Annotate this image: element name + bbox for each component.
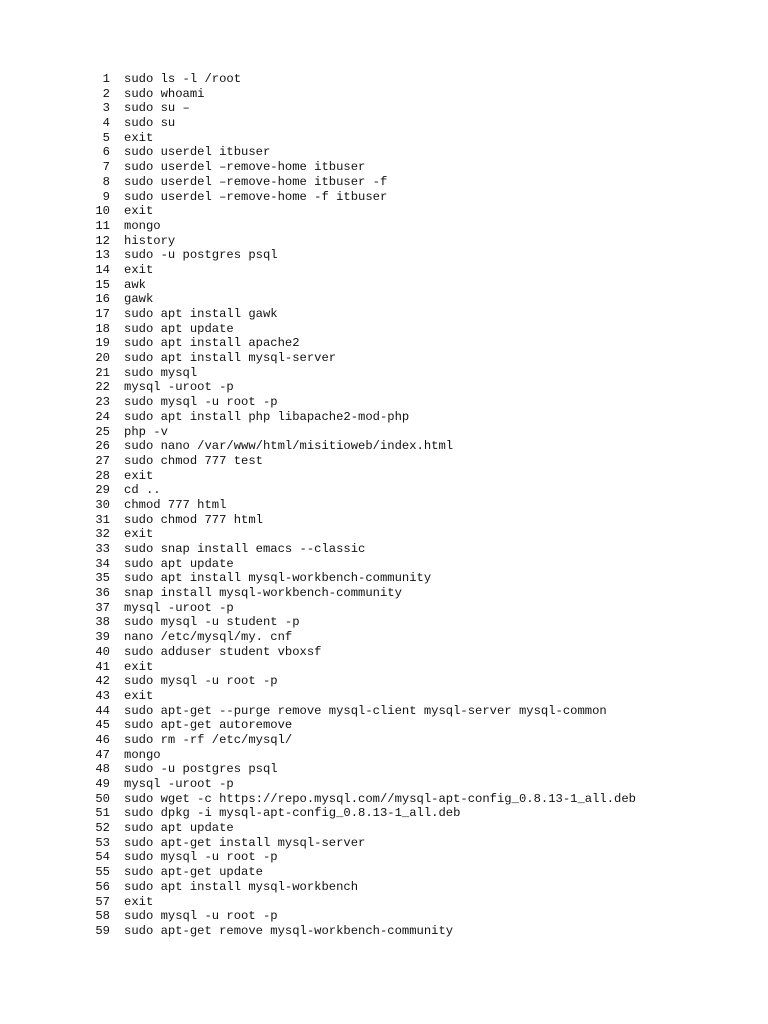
history-line: [84, 704, 744, 719]
line-command: history: [124, 233, 176, 248]
line-command: sudo apt install mysql-server: [124, 351, 337, 366]
line-command: exit: [124, 204, 154, 219]
line-number: 42: [95, 674, 110, 689]
history-line: [84, 425, 744, 440]
line-command: sudo apt install mysql-workbench-community: [124, 571, 432, 586]
line-number: 35: [95, 571, 110, 586]
line-number: 10: [95, 204, 110, 219]
history-line: [84, 131, 744, 146]
line-command: exit: [124, 262, 154, 277]
line-number: 55: [95, 865, 110, 880]
line-command: sudo apt install mysql-workbench: [124, 879, 359, 894]
history-line: [84, 145, 744, 160]
line-command: mysql -uroot -p: [124, 600, 234, 615]
history-line: [84, 630, 744, 645]
line-command: sudo mysql -u root -p: [124, 909, 278, 924]
line-number: 29: [95, 483, 110, 498]
history-line: [84, 615, 744, 630]
line-number: 36: [95, 586, 110, 601]
history-line: [84, 806, 744, 821]
line-command: sudo chmod 777 test: [124, 453, 263, 468]
line-command: exit: [124, 527, 154, 542]
line-number: 49: [95, 777, 110, 791]
history-line: [84, 116, 744, 131]
line-number: 32: [95, 527, 110, 542]
history-line: [84, 204, 744, 219]
line-number: 46: [95, 732, 110, 747]
history-line: [84, 439, 744, 454]
history-line: [84, 660, 744, 675]
line-number: 48: [95, 762, 110, 777]
history-line: [84, 87, 744, 102]
line-command: sudo apt-get remove mysql-workbench-community: [124, 923, 454, 938]
history-line: [84, 410, 744, 425]
history-line: [84, 160, 744, 175]
line-command: php -v: [124, 424, 168, 439]
history-line: [84, 498, 744, 513]
line-number: 4: [102, 116, 110, 131]
line-command: sudo userdel –remove-home itbuser -f: [124, 174, 388, 189]
line-number: 53: [95, 835, 110, 850]
line-number: 21: [95, 365, 110, 380]
line-command: sudo whoami: [124, 86, 205, 101]
line-number: 51: [95, 806, 110, 821]
line-command: snap install mysql-workbench-community: [124, 586, 402, 601]
line-command: mysql -uroot -p: [124, 380, 234, 395]
line-number: 43: [95, 688, 110, 703]
line-number: 45: [95, 718, 110, 733]
line-command: sudo mysql -u root -p: [124, 674, 278, 689]
history-line: [84, 513, 744, 528]
line-command: awk: [124, 277, 146, 292]
line-command: sudo nano /var/www/html/misitioweb/index.html: [124, 439, 454, 454]
line-command: exit: [124, 468, 154, 483]
history-line: [84, 322, 744, 337]
history-line: [84, 380, 744, 395]
line-command: sudo -u postgres psql: [124, 762, 278, 777]
history-line: [84, 278, 744, 293]
line-number: 33: [95, 542, 110, 556]
line-number: 1: [102, 72, 110, 86]
history-line: [84, 190, 744, 205]
line-command: sudo userdel –remove-home -f itbuser: [124, 189, 388, 204]
command-history-listing: [84, 72, 744, 939]
line-number: 57: [95, 894, 110, 909]
history-line: [84, 850, 744, 865]
history-line: [84, 836, 744, 851]
history-line: [84, 351, 744, 366]
history-line: [84, 880, 744, 895]
line-command: sudo apt install gawk: [124, 307, 278, 321]
line-command: sudo mysql -u root -p: [124, 850, 278, 865]
line-number: 23: [95, 395, 110, 410]
history-line: [84, 718, 744, 733]
line-command: sudo su –: [124, 101, 190, 116]
line-number: 3: [102, 101, 110, 116]
line-number: 28: [95, 468, 110, 483]
line-number: 14: [95, 262, 110, 277]
line-number: 7: [102, 160, 110, 175]
history-line: [84, 72, 744, 87]
line-number: 15: [95, 277, 110, 292]
history-line: [84, 395, 744, 410]
line-command: sudo apt-get --purge remove mysql-client mysql-server mysql-common: [124, 703, 607, 718]
history-line: [84, 557, 744, 572]
line-number: 13: [95, 248, 110, 263]
line-command: mysql -uroot -p: [124, 777, 234, 791]
line-command: sudo wget -c https://repo.mysql.com//mysql-apt-config_0.8.13-1_all.deb: [124, 791, 636, 806]
line-command: chmod 777 html: [124, 497, 227, 512]
line-number: 19: [95, 336, 110, 351]
history-line: [84, 248, 744, 263]
line-number: 31: [95, 512, 110, 527]
line-number: 54: [95, 850, 110, 865]
history-line: [84, 909, 744, 924]
history-line: [84, 527, 744, 542]
line-number: 39: [95, 630, 110, 645]
history-line: [84, 307, 744, 322]
line-number: 5: [102, 130, 110, 145]
line-command: nano /etc/mysql/my. cnf: [124, 630, 293, 645]
line-number: 26: [95, 439, 110, 454]
history-line: [84, 336, 744, 351]
history-line: [84, 469, 744, 484]
line-number: 58: [95, 909, 110, 924]
line-command: sudo -u postgres psql: [124, 248, 278, 263]
history-line: [84, 366, 744, 381]
line-command: sudo adduser student vboxsf: [124, 644, 322, 659]
line-number: 52: [95, 821, 110, 836]
line-command: sudo mysql -u student -p: [124, 615, 300, 630]
line-number: 9: [102, 189, 110, 204]
history-line: [84, 762, 744, 777]
line-command: sudo mysql: [124, 365, 198, 380]
line-command: exit: [124, 130, 154, 145]
line-number: 16: [95, 292, 110, 307]
history-line: [84, 792, 744, 807]
line-number: 24: [95, 409, 110, 424]
line-command: sudo mysql -u root -p: [124, 395, 278, 410]
line-number: 2: [102, 86, 110, 101]
history-line: [84, 483, 744, 498]
line-number: 59: [95, 923, 110, 938]
history-line: [84, 101, 744, 116]
line-command: exit: [124, 659, 154, 674]
line-command: mongo: [124, 747, 161, 762]
line-number: 47: [95, 747, 110, 762]
line-number: 38: [95, 615, 110, 630]
line-command: sudo snap install emacs --classic: [124, 542, 366, 556]
history-line: [84, 542, 744, 557]
history-line: [84, 454, 744, 469]
history-line: [84, 219, 744, 234]
line-command: sudo chmod 777 html: [124, 512, 263, 527]
history-line: [84, 865, 744, 880]
line-number: 8: [102, 174, 110, 189]
line-number: 22: [95, 380, 110, 395]
history-line: [84, 733, 744, 748]
line-command: sudo apt update: [124, 821, 234, 836]
line-command: exit: [124, 894, 154, 909]
line-command: sudo apt-get update: [124, 865, 263, 880]
line-command: sudo su: [124, 116, 176, 131]
line-number: 12: [95, 233, 110, 248]
history-line: [84, 601, 744, 616]
history-line: [84, 234, 744, 249]
line-command: sudo apt install apache2: [124, 336, 300, 351]
line-command: sudo apt update: [124, 321, 234, 336]
line-number: 41: [95, 659, 110, 674]
line-command: sudo ls -l /root: [124, 72, 242, 86]
line-command: sudo apt-get install mysql-server: [124, 835, 366, 850]
history-line: [84, 175, 744, 190]
line-number: 27: [95, 453, 110, 468]
history-line: [84, 924, 744, 939]
line-number: 11: [95, 218, 110, 233]
line-number: 18: [95, 321, 110, 336]
line-command: sudo rm -rf /etc/mysql/: [124, 732, 293, 747]
line-number: 20: [95, 351, 110, 366]
history-line: [84, 895, 744, 910]
history-line: [84, 292, 744, 307]
history-line: [84, 674, 744, 689]
line-command: sudo apt update: [124, 556, 234, 571]
history-line: [84, 777, 744, 792]
history-line: [84, 645, 744, 660]
line-number: 25: [95, 424, 110, 439]
line-command: mongo: [124, 218, 161, 233]
line-number: 30: [95, 497, 110, 512]
line-command: sudo dpkg -i mysql-apt-config_0.8.13-1_all.deb: [124, 806, 461, 821]
history-line: [84, 586, 744, 601]
line-number: 17: [95, 307, 110, 321]
line-number: 34: [95, 556, 110, 571]
line-command: sudo apt install php libapache2-mod-php: [124, 409, 410, 424]
line-command: sudo userdel –remove-home itbuser: [124, 160, 366, 175]
line-number: 56: [95, 879, 110, 894]
line-number: 40: [95, 644, 110, 659]
line-number: 37: [95, 600, 110, 615]
line-number: 44: [95, 703, 110, 718]
history-line: [84, 689, 744, 704]
history-line: [84, 748, 744, 763]
line-command: cd ..: [124, 483, 161, 498]
history-line: [84, 821, 744, 836]
line-command: gawk: [124, 292, 154, 307]
line-number: 6: [102, 145, 110, 160]
line-command: sudo userdel itbuser: [124, 145, 271, 160]
history-line: [84, 571, 744, 586]
line-command: exit: [124, 688, 154, 703]
line-command: sudo apt-get autoremove: [124, 718, 293, 733]
history-line: [84, 263, 744, 278]
line-number: 50: [95, 791, 110, 806]
